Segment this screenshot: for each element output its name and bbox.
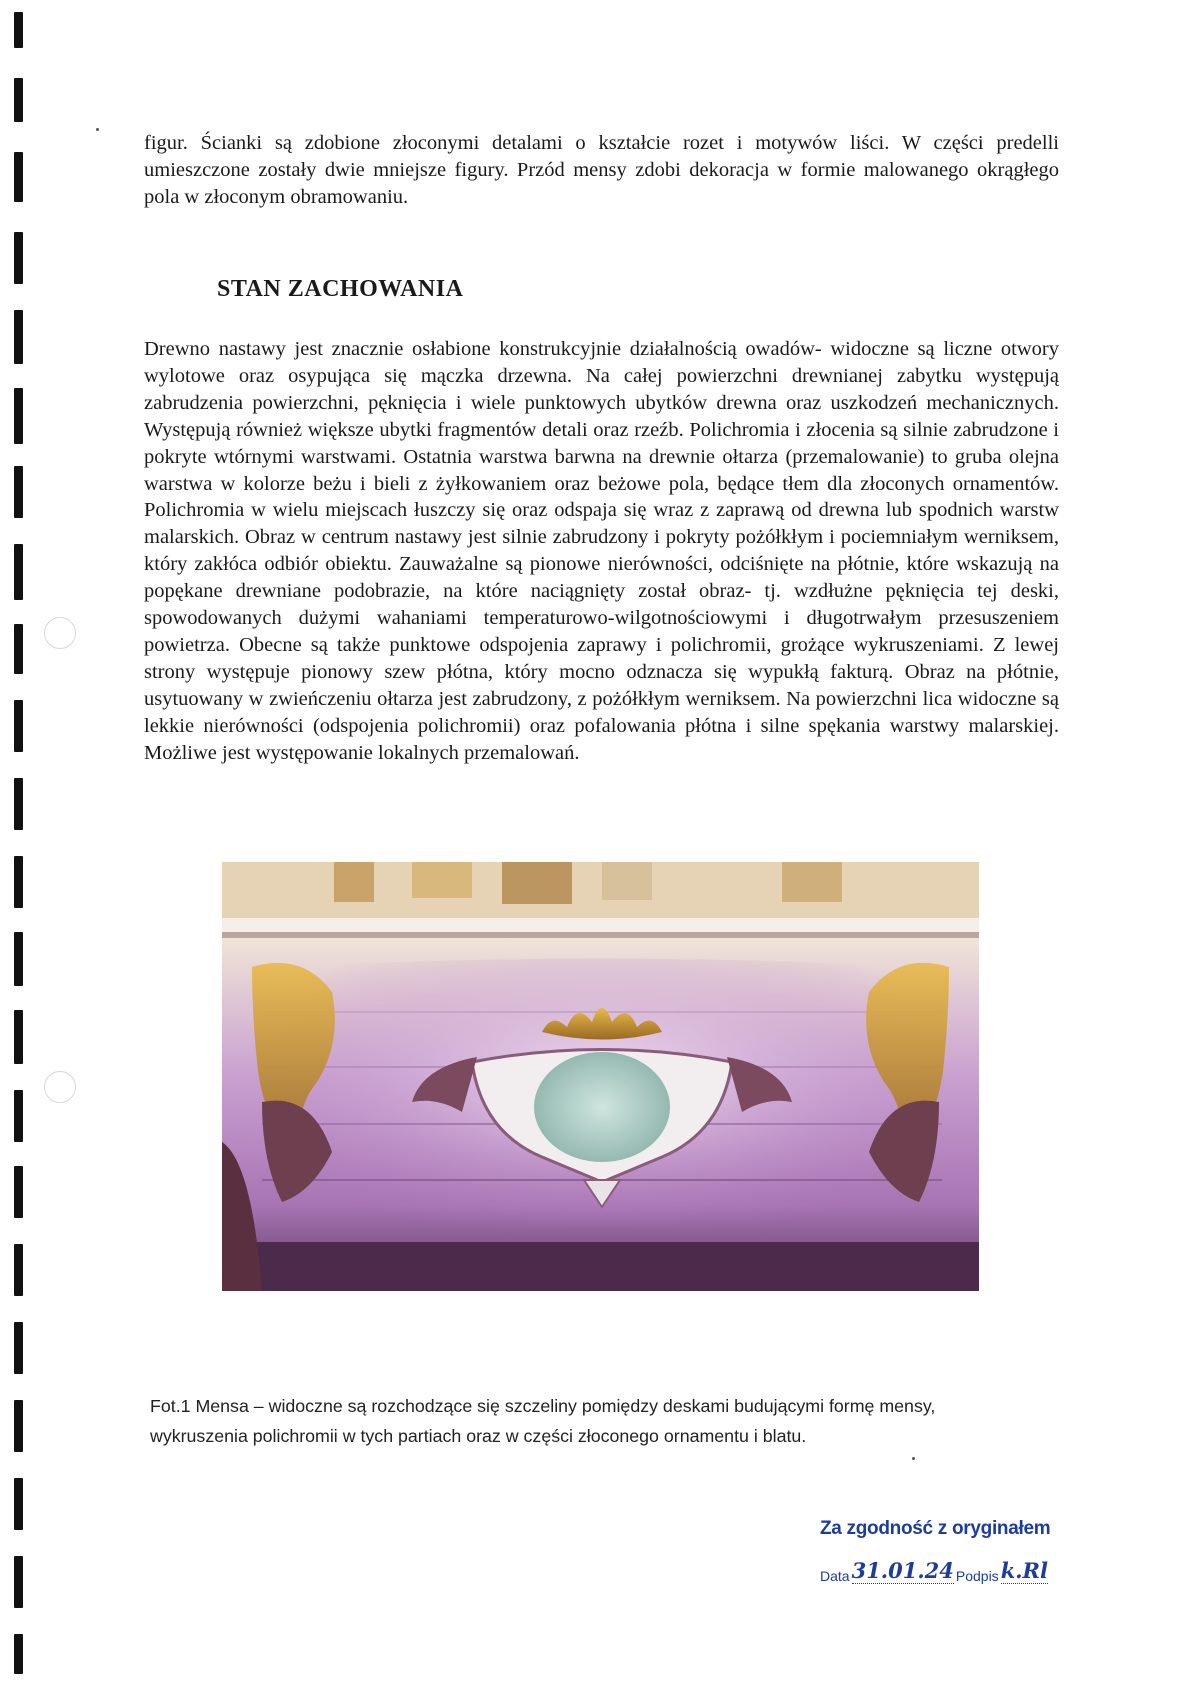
signature-value: k.Rl [1000,1558,1048,1583]
certification-stamp [820,1518,1080,1584]
signature-label: Podpis [955,1568,999,1584]
mensa-photo [222,862,979,1291]
date-label: Data [820,1568,850,1584]
punch-hole-upper [44,617,76,649]
scan-speck [912,1457,915,1460]
photo-caption: Fot.1 Mensa – widoczne są rozchodzące się szczeliny pomiędzy deskami budującymi formę mensy, wykruszenia polichromii w tych partiach oraz w części złoconego ornamentu i blatu. [150,1396,936,1446]
binder-edge-marks [0,0,60,1683]
condition-paragraph: Drewno nastawy jest znacznie osłabione konstrukcyjnie działalnością owadów- widoczne są liczne otwory wylotowe oraz osypująca się mączka drzewna. Na całej powierzchni drewnianej zabytku występują zabrudzenia powierzchni, pęknięcia i wiele punktowych ubytków drewna oraz uszkodzeń mechanicznych. Występują również większe ubytki fragmentów detali oraz rzeźb. Polichromia i złocenia są silnie zabrudzone i pokryte wtórnymi warstwami. Ostatnia warstwa barwna na drewnie ołtarza (przemalowanie) to gruba olejna warstwa w kolorze beżu i bieli z żyłkowaniem oraz beżowe pola, będące tłem dla złoconych ornamentów. Polichromia w wielu miejscach łuszczy się oraz odspaja się wraz z zaprawą od drewna lub spodnich warstw malarskich. Obraz w centrum nastawy jest silnie zabrudzony i pokryty pożółkłym i pociemniałym werniksem, który zakłóca odbiór obiektu. Zauważalne są pionowe nierówności, odciśnięte na płótnie, które wskazują na popękane drewniane podobrazie, na które naciągnięty został obraz- tj. wzdłużne pęknięcia tej deski, spowodowanych dużymi wahaniami temperaturowo-wilgotnościowymi i długotrwałym przesuszeniem powietrza. Obecne są także punktowe odspojenia zaprawy i polichromii, grożące wykruszeniami. Z lewej strony występuje pionowy szew płótna, który mocno odznacza się wypukłą fakturą. Obraz na płótnie, usytuowany w zwieńczeniu ołtarza jest zabrudzony, z pożółkłym werniksem. Na powierzchni lica widoczne są lekkie nierówności (odspojenia polichromii) oraz pofalowania płótna i silne spękania warstwy malarskiej. Możliwe jest występowanie lokalnych przemalowań. [144,338,1059,764]
date-value: 31.01.24 [851,1558,954,1583]
certification-title: Za zgodność z oryginałem [820,1518,1051,1539]
certification-line [820,1558,1080,1584]
section-heading: STAN ZACHOWANIA [217,276,464,302]
punch-hole-lower [44,1071,76,1103]
scan-speck [96,128,99,131]
intro-paragraph: figur. Ścianki są zdobione złoconymi detalami o kształcie rozet i motywów liści. W części predelli umieszczone zostały dwie mniejsze figury. Przód mensy zdobi dekoracja w formie malowanego okrągłego pola w złoconym obramowaniu. [144,132,1059,208]
